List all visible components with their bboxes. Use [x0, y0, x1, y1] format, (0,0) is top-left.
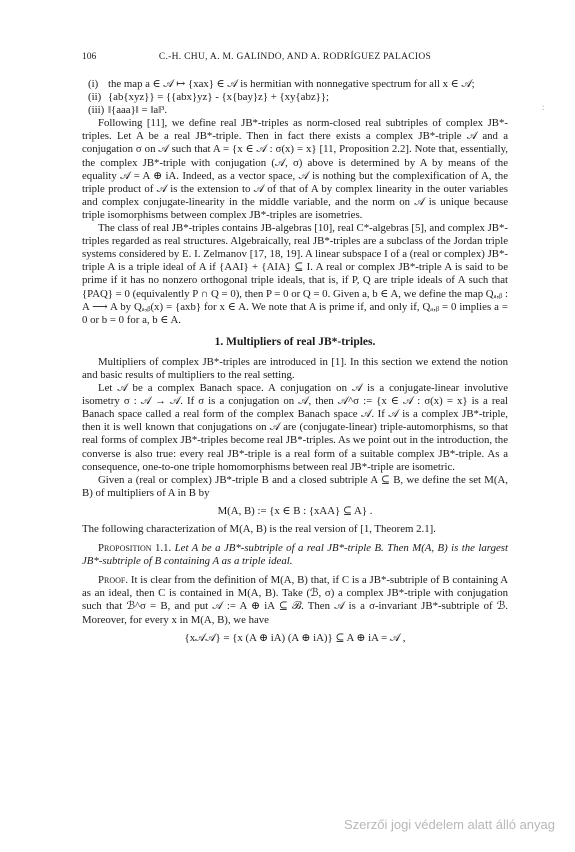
- list-item-text: ‖{aaa}‖ = ‖a‖³.: [108, 104, 168, 117]
- paragraph-multiplier-set: Given a (real or complex) JB*-triple B and a closed subtriple A ⊆ B, we define the set M(A, B) of multipliers of A in B by: [82, 473, 508, 499]
- copyright-watermark: Szerzői jogi védelem alatt álló anyag: [343, 817, 555, 832]
- list-item: [82, 104, 508, 117]
- list-item: [82, 78, 508, 91]
- section-title: 1. Multipliers of real JB*-triples.: [214, 335, 376, 348]
- list-item-text: {ab{xyz}} = {{abx}yz} - {x{bay}z} + {xy{abz}};: [108, 91, 330, 104]
- margin-mark: :: [542, 102, 545, 112]
- list-item: [82, 91, 508, 104]
- list-item-number: (ii): [88, 91, 102, 104]
- proposition-label: Proposition 1.1.: [98, 542, 172, 555]
- document-body: [82, 78, 508, 650]
- page-header: [82, 52, 508, 66]
- list-item-number: (i): [88, 78, 99, 90]
- proof-label: Proof.: [98, 574, 129, 587]
- running-head: C.-H. CHU, A. M. GALINDO, AND A. RODRÍGUEZ PALACIOS: [158, 52, 432, 62]
- paragraph-real-jb-triples: Following [11], we define real JB*-triples as norm-closed real subtriples of complex JB*-triples. Let A be a real JB*-triple. Then in fact there exists a complex JB*-triple 𝒜 and a conjugation σ on 𝒜 such that A = {x ∈ 𝒜 : σ(x) = x} [11, Proposition 2.2]. Note that, essentially, the complex JB*-triple with conjugation (𝒜, σ) above is determined by A by means of the equality 𝒜 = A ⊕ iA. Indeed, as a vector space, 𝒜 is nothing but the complexification of A, the triple product of 𝒜 is the extension to 𝒜 of that of A by complex linearity in the outer variables and complex conjugate-linearity in the middle variable, and the norm on 𝒜 is unique because triple isomorphisms between complex JB*-triples are isometries.: [82, 117, 508, 221]
- paragraph-class-of-triples: The class of real JB*-triples contains JB-algebras [10], real C*-algebras [5], and complex JB*-triples regarded as real structures. Algebraically, real JB*-triples are a subclass of the Jordan triple systems considered by E. I. Zelmanov [17, 18, 19]. A linear subspace I of a (real or complex) JB*-triple A is a triple ideal of A if {AAI} + {AIA} ⊆ I. A real or complex JB*-triple A is said to be prime if it has no nonzero orthogonal triple ideals, that is, if P, Q are triple ideals of A such that {PAQ} = 0 (equivalently P ∩ Q = 0), then P = 0 or Q = 0. Given a, b ∈ A, we define the map Qₐ,ᵦ : A ⟶ A by Qₐ,ᵦ(x) = {axb} for x ∈ A. We note that A is prime if, and only if, Qₐ,ᵦ = 0 implies a = 0 or b = 0 for a, b ∈ A.: [82, 222, 508, 326]
- paragraph-characterization: The following characterization of M(A, B) is the real version of [1, Theorem 2.1].: [82, 523, 436, 535]
- paragraph-conjugation: Let 𝒜 be a complex Banach space. A conjugation on 𝒜 is a conjugate-linear involutive isometry σ : 𝒜 → 𝒜. If σ is a conjugation on 𝒜, then 𝒜^σ := {x ∈ 𝒜 : σ(x) = x} is a real Banach space called a real form of the complex Banach space 𝒜. If 𝒜 is a complex JB*-triple, then it is well known that conjugations on 𝒜 are (conjugate-linear) triple-automorphisms, so that real forms of complex JB*-triples become real JB*-triples. As we point out in the introduction, the converse is also true: every real JB*-triple is a real form of a suitable complex JB*-triple. As a consequence, one-to-one triple homomorphisms between real JB*-triple are isometric.: [82, 382, 508, 473]
- display-equation-proof: {x𝒜𝒜} = {x (A ⊕ iA) (A ⊕ iA)} ⊆ A ⊕ iA = 𝒜 ,: [184, 631, 406, 644]
- page-number: 106: [82, 52, 97, 62]
- proof-text: It is clear from the definition of M(A, B) that, if C is a JB*-subtriple of B containing A as an ideal, then C is contained in M(A, B). Take (ℬ, σ) a complex JB*-triple with conjugation such that ℬ^σ = B, and put 𝒜 := A ⊕ iA ⊆ ℬ. Then 𝒜 is a σ-invariant JB*-subtriple of ℬ. Moreover, for every x in M(A, B), we have: [82, 574, 508, 626]
- proposition: [82, 542, 508, 568]
- paragraph-multipliers-intro: Multipliers of complex JB*-triples are introduced in [1]. In this section we extend the notion and basic results of multipliers to the real setting.: [82, 355, 508, 381]
- display-equation-multipliers: M(A, B) := {x ∈ B : {xAA} ⊆ A} .: [217, 504, 373, 517]
- proof: [82, 574, 508, 626]
- proposition-text: Let A be a JB*-subtriple of a real JB*-triple B. Then M(A, B) is the largest JB*-subtriple of B containing A as a triple ideal.: [82, 542, 508, 568]
- list-item-number: (iii): [88, 104, 105, 117]
- list-item-text: the map a ∈ 𝒜 ↦ {xax} ∈ 𝒜 is hermitian with nonnegative spectrum for all x ∈ 𝒜;: [108, 78, 475, 90]
